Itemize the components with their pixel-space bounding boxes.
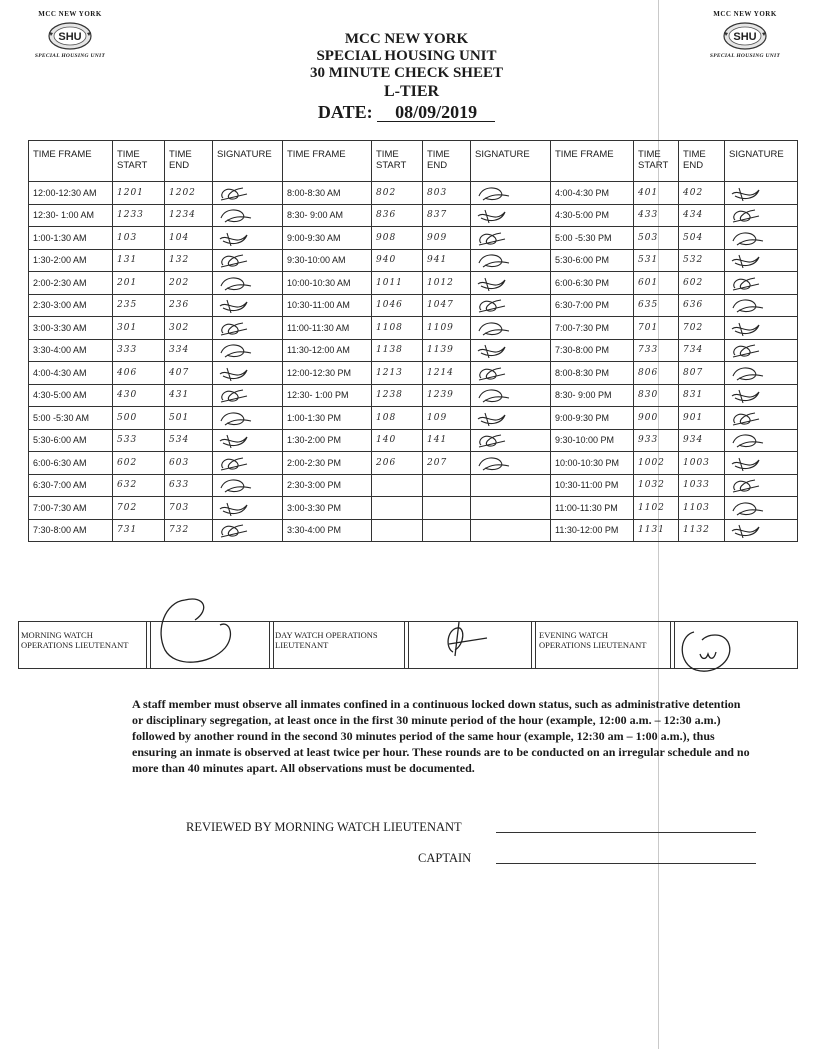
time-frame-cell: 10:00-10:30 PM — [551, 452, 634, 475]
time-frame-cell: 12:00-12:30 PM — [283, 362, 372, 385]
time-end-cell: 302 — [165, 317, 213, 340]
col-header: TIME FRAME — [29, 141, 113, 182]
time-start-cell: 908 — [372, 227, 423, 250]
handwritten-signature — [475, 274, 519, 292]
signature-cell — [725, 474, 798, 497]
time-end-cell: 504 — [679, 227, 725, 250]
handwritten-signature — [217, 184, 261, 202]
time-frame-cell: 3:00-3:30 PM — [283, 497, 372, 520]
table-row — [29, 294, 798, 317]
time-end-cell: 909 — [423, 227, 471, 250]
time-frame-cell: 2:30-3:00 AM — [29, 294, 113, 317]
time-end-cell: 532 — [679, 249, 725, 272]
signature-cell — [725, 317, 798, 340]
handwritten-signature — [475, 296, 519, 314]
handwritten-signature — [217, 476, 261, 494]
time-frame-cell: 11:00-11:30 PM — [551, 497, 634, 520]
time-frame-cell: 3:30-4:00 PM — [283, 519, 372, 542]
time-start-cell: 830 — [634, 384, 679, 407]
handwritten-signature — [729, 521, 773, 539]
handwritten-signature — [217, 229, 261, 247]
time-frame-cell: 12:00-12:30 AM — [29, 182, 113, 205]
time-end-cell: 1214 — [423, 362, 471, 385]
handwritten-signature — [217, 386, 261, 404]
date-value: 08/09/2019 — [377, 103, 495, 122]
watch-divider — [531, 622, 536, 668]
handwritten-signature — [475, 364, 519, 382]
time-frame-cell: 7:00-7:30 PM — [551, 317, 634, 340]
time-start-cell: 406 — [113, 362, 165, 385]
time-frame-cell: 10:00-10:30 AM — [283, 272, 372, 295]
time-start-cell: 1011 — [372, 272, 423, 295]
time-frame-cell: 6:00-6:30 AM — [29, 452, 113, 475]
signature-cell — [471, 249, 551, 272]
time-frame-cell: 4:30-5:00 PM — [551, 204, 634, 227]
time-start-cell: 201 — [113, 272, 165, 295]
handwritten-signature — [217, 499, 261, 517]
signature-cell — [471, 452, 551, 475]
time-start-cell: 731 — [113, 519, 165, 542]
signature-cell — [725, 362, 798, 385]
handwritten-signature — [729, 184, 773, 202]
day-watch-label: DAY WATCH OPERATIONS LIEUTENANT — [275, 630, 378, 650]
time-frame-cell: 5:30-6:00 AM — [29, 429, 113, 452]
time-start-cell: 1002 — [634, 452, 679, 475]
time-start-cell: 1213 — [372, 362, 423, 385]
handwritten-signature — [475, 251, 519, 269]
time-end-cell: 831 — [679, 384, 725, 407]
time-start-cell: 1032 — [634, 474, 679, 497]
col-header: SIGNATURE — [725, 141, 798, 182]
signature-cell — [471, 339, 551, 362]
time-frame-cell: 11:30-12:00 PM — [551, 519, 634, 542]
signature-cell — [725, 249, 798, 272]
time-end-cell: 1047 — [423, 294, 471, 317]
handwritten-signature — [475, 454, 519, 472]
signature-cell — [725, 294, 798, 317]
time-start-cell: 131 — [113, 249, 165, 272]
handwritten-signature — [217, 341, 261, 359]
time-frame-cell: 10:30-11:00 PM — [551, 474, 634, 497]
table-row — [29, 474, 798, 497]
time-start-cell: 1138 — [372, 339, 423, 362]
signature-cell — [213, 519, 283, 542]
time-frame-cell: 2:00-2:30 AM — [29, 272, 113, 295]
time-frame-cell: 4:00-4:30 AM — [29, 362, 113, 385]
signature-cell — [471, 474, 551, 497]
col-header: TIME START — [634, 141, 679, 182]
time-frame-cell: 5:00 -5:30 AM — [29, 407, 113, 430]
signature-cell — [213, 249, 283, 272]
signature-cell — [213, 497, 283, 520]
table-row — [29, 407, 798, 430]
handwritten-signature — [217, 521, 261, 539]
handwritten-signature — [729, 319, 773, 337]
time-end-cell: 1139 — [423, 339, 471, 362]
time-start-cell: 1131 — [634, 519, 679, 542]
signature-cell — [471, 317, 551, 340]
time-end-cell: 407 — [165, 362, 213, 385]
time-start-cell: 1102 — [634, 497, 679, 520]
table-header-row — [29, 141, 798, 182]
time-end-cell: 941 — [423, 249, 471, 272]
time-end-cell: 207 — [423, 452, 471, 475]
time-end-cell: 132 — [165, 249, 213, 272]
signature-cell — [725, 519, 798, 542]
time-end-cell: 141 — [423, 429, 471, 452]
logo-bottom-text: SPECIAL HOUSING UNIT — [34, 53, 106, 59]
time-end-cell: 603 — [165, 452, 213, 475]
handwritten-signature — [475, 206, 519, 224]
col-header: TIME END — [165, 141, 213, 182]
time-frame-cell: 7:00-7:30 AM — [29, 497, 113, 520]
signature-cell — [725, 227, 798, 250]
signature-cell — [725, 272, 798, 295]
time-end-cell: 434 — [679, 204, 725, 227]
handwritten-signature — [475, 229, 519, 247]
table-row — [29, 317, 798, 340]
time-start-cell: 601 — [634, 272, 679, 295]
time-end-cell: 501 — [165, 407, 213, 430]
signature-cell — [213, 407, 283, 430]
document-header — [0, 31, 813, 123]
time-end-cell: 1239 — [423, 384, 471, 407]
time-end-cell: 1103 — [679, 497, 725, 520]
time-frame-cell: 5:00 -5:30 PM — [551, 227, 634, 250]
time-start-cell: 206 — [372, 452, 423, 475]
signature-cell — [471, 497, 551, 520]
time-end-cell: 837 — [423, 204, 471, 227]
signature-cell — [213, 474, 283, 497]
time-end-cell: 1202 — [165, 182, 213, 205]
signature-cell — [213, 362, 283, 385]
table-row — [29, 227, 798, 250]
time-end-cell: 334 — [165, 339, 213, 362]
time-end-cell: 702 — [679, 317, 725, 340]
col-header: SIGNATURE — [213, 141, 283, 182]
time-start-cell: 940 — [372, 249, 423, 272]
handwritten-signature — [217, 364, 261, 382]
time-end-cell: 934 — [679, 429, 725, 452]
signature-cell — [213, 429, 283, 452]
signature-cell — [213, 182, 283, 205]
captain-label: CAPTAIN — [418, 851, 472, 865]
time-frame-cell: 1:30-2:00 PM — [283, 429, 372, 452]
table-row — [29, 429, 798, 452]
table-row — [29, 519, 798, 542]
signature-cell — [725, 204, 798, 227]
time-start-cell: 533 — [113, 429, 165, 452]
time-start-cell: 933 — [634, 429, 679, 452]
evening-lieutenant-signature — [672, 626, 742, 676]
time-frame-cell: 6:00-6:30 PM — [551, 272, 634, 295]
time-start-cell: 1046 — [372, 294, 423, 317]
time-end-cell: 1033 — [679, 474, 725, 497]
table-row — [29, 362, 798, 385]
time-frame-cell: 2:00-2:30 PM — [283, 452, 372, 475]
signature-cell — [213, 204, 283, 227]
time-start-cell: 1233 — [113, 204, 165, 227]
signature-cell — [213, 317, 283, 340]
time-start-cell — [372, 474, 423, 497]
time-end-cell — [423, 497, 471, 520]
signature-cell — [213, 227, 283, 250]
table-row — [29, 272, 798, 295]
signature-cell — [725, 452, 798, 475]
handwritten-signature — [729, 229, 773, 247]
time-start-cell: 802 — [372, 182, 423, 205]
header-date — [0, 101, 813, 123]
time-frame-cell: 4:30-5:00 AM — [29, 384, 113, 407]
time-end-cell: 1012 — [423, 272, 471, 295]
col-header: TIME END — [679, 141, 725, 182]
time-start-cell — [372, 519, 423, 542]
signature-cell — [471, 294, 551, 317]
handwritten-signature — [729, 251, 773, 269]
time-end-cell: 1003 — [679, 452, 725, 475]
table-row — [29, 204, 798, 227]
signature-cell — [471, 227, 551, 250]
time-end-cell: 236 — [165, 294, 213, 317]
time-frame-cell: 12:30- 1:00 AM — [29, 204, 113, 227]
signature-cell — [725, 182, 798, 205]
time-start-cell: 433 — [634, 204, 679, 227]
time-frame-cell: 10:30-11:00 AM — [283, 294, 372, 317]
time-end-cell: 732 — [165, 519, 213, 542]
time-start-cell: 632 — [113, 474, 165, 497]
time-end-cell: 1132 — [679, 519, 725, 542]
seal-text: SHU — [58, 31, 82, 43]
time-end-cell: 202 — [165, 272, 213, 295]
handwritten-signature — [217, 274, 261, 292]
header-tier: L-TIER — [383, 83, 440, 100]
signature-cell — [725, 384, 798, 407]
time-start-cell: 301 — [113, 317, 165, 340]
time-frame-cell: 11:00-11:30 AM — [283, 317, 372, 340]
signature-cell — [471, 407, 551, 430]
time-start-cell: 503 — [634, 227, 679, 250]
signature-cell — [471, 429, 551, 452]
col-header: TIME START — [372, 141, 423, 182]
handwritten-signature — [217, 409, 261, 427]
handwritten-signature — [217, 454, 261, 472]
time-frame-cell: 12:30- 1:00 PM — [283, 384, 372, 407]
handwritten-signature — [217, 251, 261, 269]
handwritten-signature — [729, 476, 773, 494]
time-end-cell: 734 — [679, 339, 725, 362]
time-start-cell: 1108 — [372, 317, 423, 340]
handwritten-signature — [729, 409, 773, 427]
day-lieutenant-signature — [435, 620, 495, 660]
captain-signature-line — [496, 863, 756, 864]
time-frame-cell: 8:30- 9:00 PM — [551, 384, 634, 407]
handwritten-signature — [729, 206, 773, 224]
signature-cell — [213, 339, 283, 362]
signature-cell — [213, 384, 283, 407]
watch-divider — [404, 622, 409, 668]
time-frame-cell: 6:30-7:00 AM — [29, 474, 113, 497]
time-end-cell: 602 — [679, 272, 725, 295]
time-frame-cell: 5:30-6:00 PM — [551, 249, 634, 272]
logo-top-text: MCC NEW YORK — [38, 10, 102, 18]
signature-cell — [725, 429, 798, 452]
handwritten-signature — [475, 409, 519, 427]
time-frame-cell: 9:30-10:00 PM — [551, 429, 634, 452]
time-frame-cell: 7:30-8:00 AM — [29, 519, 113, 542]
time-start-cell: 103 — [113, 227, 165, 250]
signature-cell — [471, 204, 551, 227]
handwritten-signature — [217, 206, 261, 224]
handwritten-signature — [729, 296, 773, 314]
signature-cell — [471, 272, 551, 295]
handwritten-signature — [475, 386, 519, 404]
morning-watch-label: MORNING WATCH OPERATIONS LIEUTENANT — [21, 630, 129, 650]
handwritten-signature — [217, 431, 261, 449]
handwritten-signature — [475, 341, 519, 359]
time-start-cell: 401 — [634, 182, 679, 205]
col-header: TIME FRAME — [551, 141, 634, 182]
time-end-cell: 104 — [165, 227, 213, 250]
handwritten-signature — [729, 364, 773, 382]
col-header: SIGNATURE — [471, 141, 551, 182]
signature-cell — [471, 182, 551, 205]
evening-watch-label: EVENING WATCH OPERATIONS LIEUTENANT — [539, 630, 647, 650]
col-header: TIME START — [113, 141, 165, 182]
header-sheet-title: 30 MINUTE CHECK SHEET — [310, 65, 503, 81]
header-facility: MCC NEW YORK — [344, 31, 469, 47]
logo-bottom-text: SPECIAL HOUSING UNIT — [709, 53, 781, 59]
time-start-cell: 836 — [372, 204, 423, 227]
reviewed-by-signature-line — [496, 832, 756, 833]
time-end-cell: 803 — [423, 182, 471, 205]
time-end-cell: 402 — [679, 182, 725, 205]
handwritten-signature — [729, 499, 773, 517]
time-start-cell: 333 — [113, 339, 165, 362]
time-start-cell: 635 — [634, 294, 679, 317]
handwritten-signature — [475, 431, 519, 449]
time-start-cell: 1238 — [372, 384, 423, 407]
time-frame-cell: 8:00-8:30 AM — [283, 182, 372, 205]
handwritten-signature — [217, 319, 261, 337]
time-end-cell: 431 — [165, 384, 213, 407]
check-sheet-table — [28, 140, 798, 542]
time-frame-cell: 6:30-7:00 PM — [551, 294, 634, 317]
seal-text: SHU — [733, 31, 757, 43]
time-end-cell: 636 — [679, 294, 725, 317]
handwritten-signature — [475, 184, 519, 202]
watch-divider — [269, 622, 274, 668]
signature-cell — [213, 294, 283, 317]
signature-cell — [213, 272, 283, 295]
signature-cell — [213, 452, 283, 475]
signature-cell — [471, 519, 551, 542]
date-label: DATE: — [317, 102, 373, 122]
time-end-cell: 534 — [165, 429, 213, 452]
time-end-cell: 633 — [165, 474, 213, 497]
time-start-cell: 1201 — [113, 182, 165, 205]
time-frame-cell: 8:00-8:30 PM — [551, 362, 634, 385]
time-start-cell: 806 — [634, 362, 679, 385]
time-start-cell: 430 — [113, 384, 165, 407]
time-frame-cell: 4:00-4:30 PM — [551, 182, 634, 205]
reviewed-by-label: REVIEWED BY MORNING WATCH LIEUTENANT — [186, 820, 462, 834]
time-start-cell: 733 — [634, 339, 679, 362]
time-frame-cell: 8:30- 9:00 AM — [283, 204, 372, 227]
handwritten-signature — [729, 386, 773, 404]
time-start-cell — [372, 497, 423, 520]
time-end-cell: 109 — [423, 407, 471, 430]
time-frame-cell: 3:00-3:30 AM — [29, 317, 113, 340]
time-start-cell: 235 — [113, 294, 165, 317]
time-frame-cell: 7:30-8:00 PM — [551, 339, 634, 362]
time-frame-cell: 11:30-12:00 AM — [283, 339, 372, 362]
time-start-cell: 602 — [113, 452, 165, 475]
time-frame-cell: 9:00-9:30 AM — [283, 227, 372, 250]
time-end-cell: 901 — [679, 407, 725, 430]
col-header: TIME FRAME — [283, 141, 372, 182]
handwritten-signature — [475, 319, 519, 337]
time-start-cell: 701 — [634, 317, 679, 340]
table-row — [29, 339, 798, 362]
time-start-cell: 140 — [372, 429, 423, 452]
check-rows — [29, 182, 798, 542]
observation-policy-note: A staff member must observe all inmates confined in a continuous locked down status, such as administrative detention or disciplinary segregation, at least once in the first 30 minute period of the hour (example, 12:00 a.m. – 12:30 a.m.) followed by another round in the second 30 minutes period of the same hour (example, 12:30 am – 1:00 a.m.), thus ensuring an inmate is observed at least twice per hour. These rounds are to be conducted on an irregular schedule and no more than 40 minutes apart. All observations must be documented. — [132, 697, 750, 775]
header-unit: SPECIAL HOUSING UNIT — [316, 48, 497, 64]
time-frame-cell: 2:30-3:00 PM — [283, 474, 372, 497]
time-end-cell: 1234 — [165, 204, 213, 227]
time-frame-cell: 3:30-4:00 AM — [29, 339, 113, 362]
signature-cell — [471, 362, 551, 385]
time-end-cell — [423, 519, 471, 542]
time-frame-cell: 1:30-2:00 AM — [29, 249, 113, 272]
time-start-cell: 500 — [113, 407, 165, 430]
time-frame-cell: 9:00-9:30 PM — [551, 407, 634, 430]
handwritten-signature — [729, 431, 773, 449]
time-frame-cell: 1:00-1:30 AM — [29, 227, 113, 250]
handwritten-signature — [729, 274, 773, 292]
signature-cell — [725, 407, 798, 430]
table-row — [29, 182, 798, 205]
time-end-cell — [423, 474, 471, 497]
logo-top-text: MCC NEW YORK — [713, 10, 777, 18]
signature-cell — [725, 339, 798, 362]
table-row — [29, 497, 798, 520]
time-end-cell: 1109 — [423, 317, 471, 340]
table-row — [29, 452, 798, 475]
time-start-cell: 900 — [634, 407, 679, 430]
time-end-cell: 703 — [165, 497, 213, 520]
signature-cell — [471, 384, 551, 407]
table-row — [29, 384, 798, 407]
time-start-cell: 702 — [113, 497, 165, 520]
handwritten-signature — [217, 296, 261, 314]
time-end-cell: 807 — [679, 362, 725, 385]
signature-cell — [725, 497, 798, 520]
handwritten-signature — [729, 341, 773, 359]
time-frame-cell: 9:30-10:00 AM — [283, 249, 372, 272]
morning-lieutenant-signature — [150, 590, 250, 670]
table-row — [29, 249, 798, 272]
col-header: TIME END — [423, 141, 471, 182]
time-start-cell: 531 — [634, 249, 679, 272]
handwritten-signature — [729, 454, 773, 472]
time-start-cell: 108 — [372, 407, 423, 430]
time-frame-cell: 1:00-1:30 PM — [283, 407, 372, 430]
